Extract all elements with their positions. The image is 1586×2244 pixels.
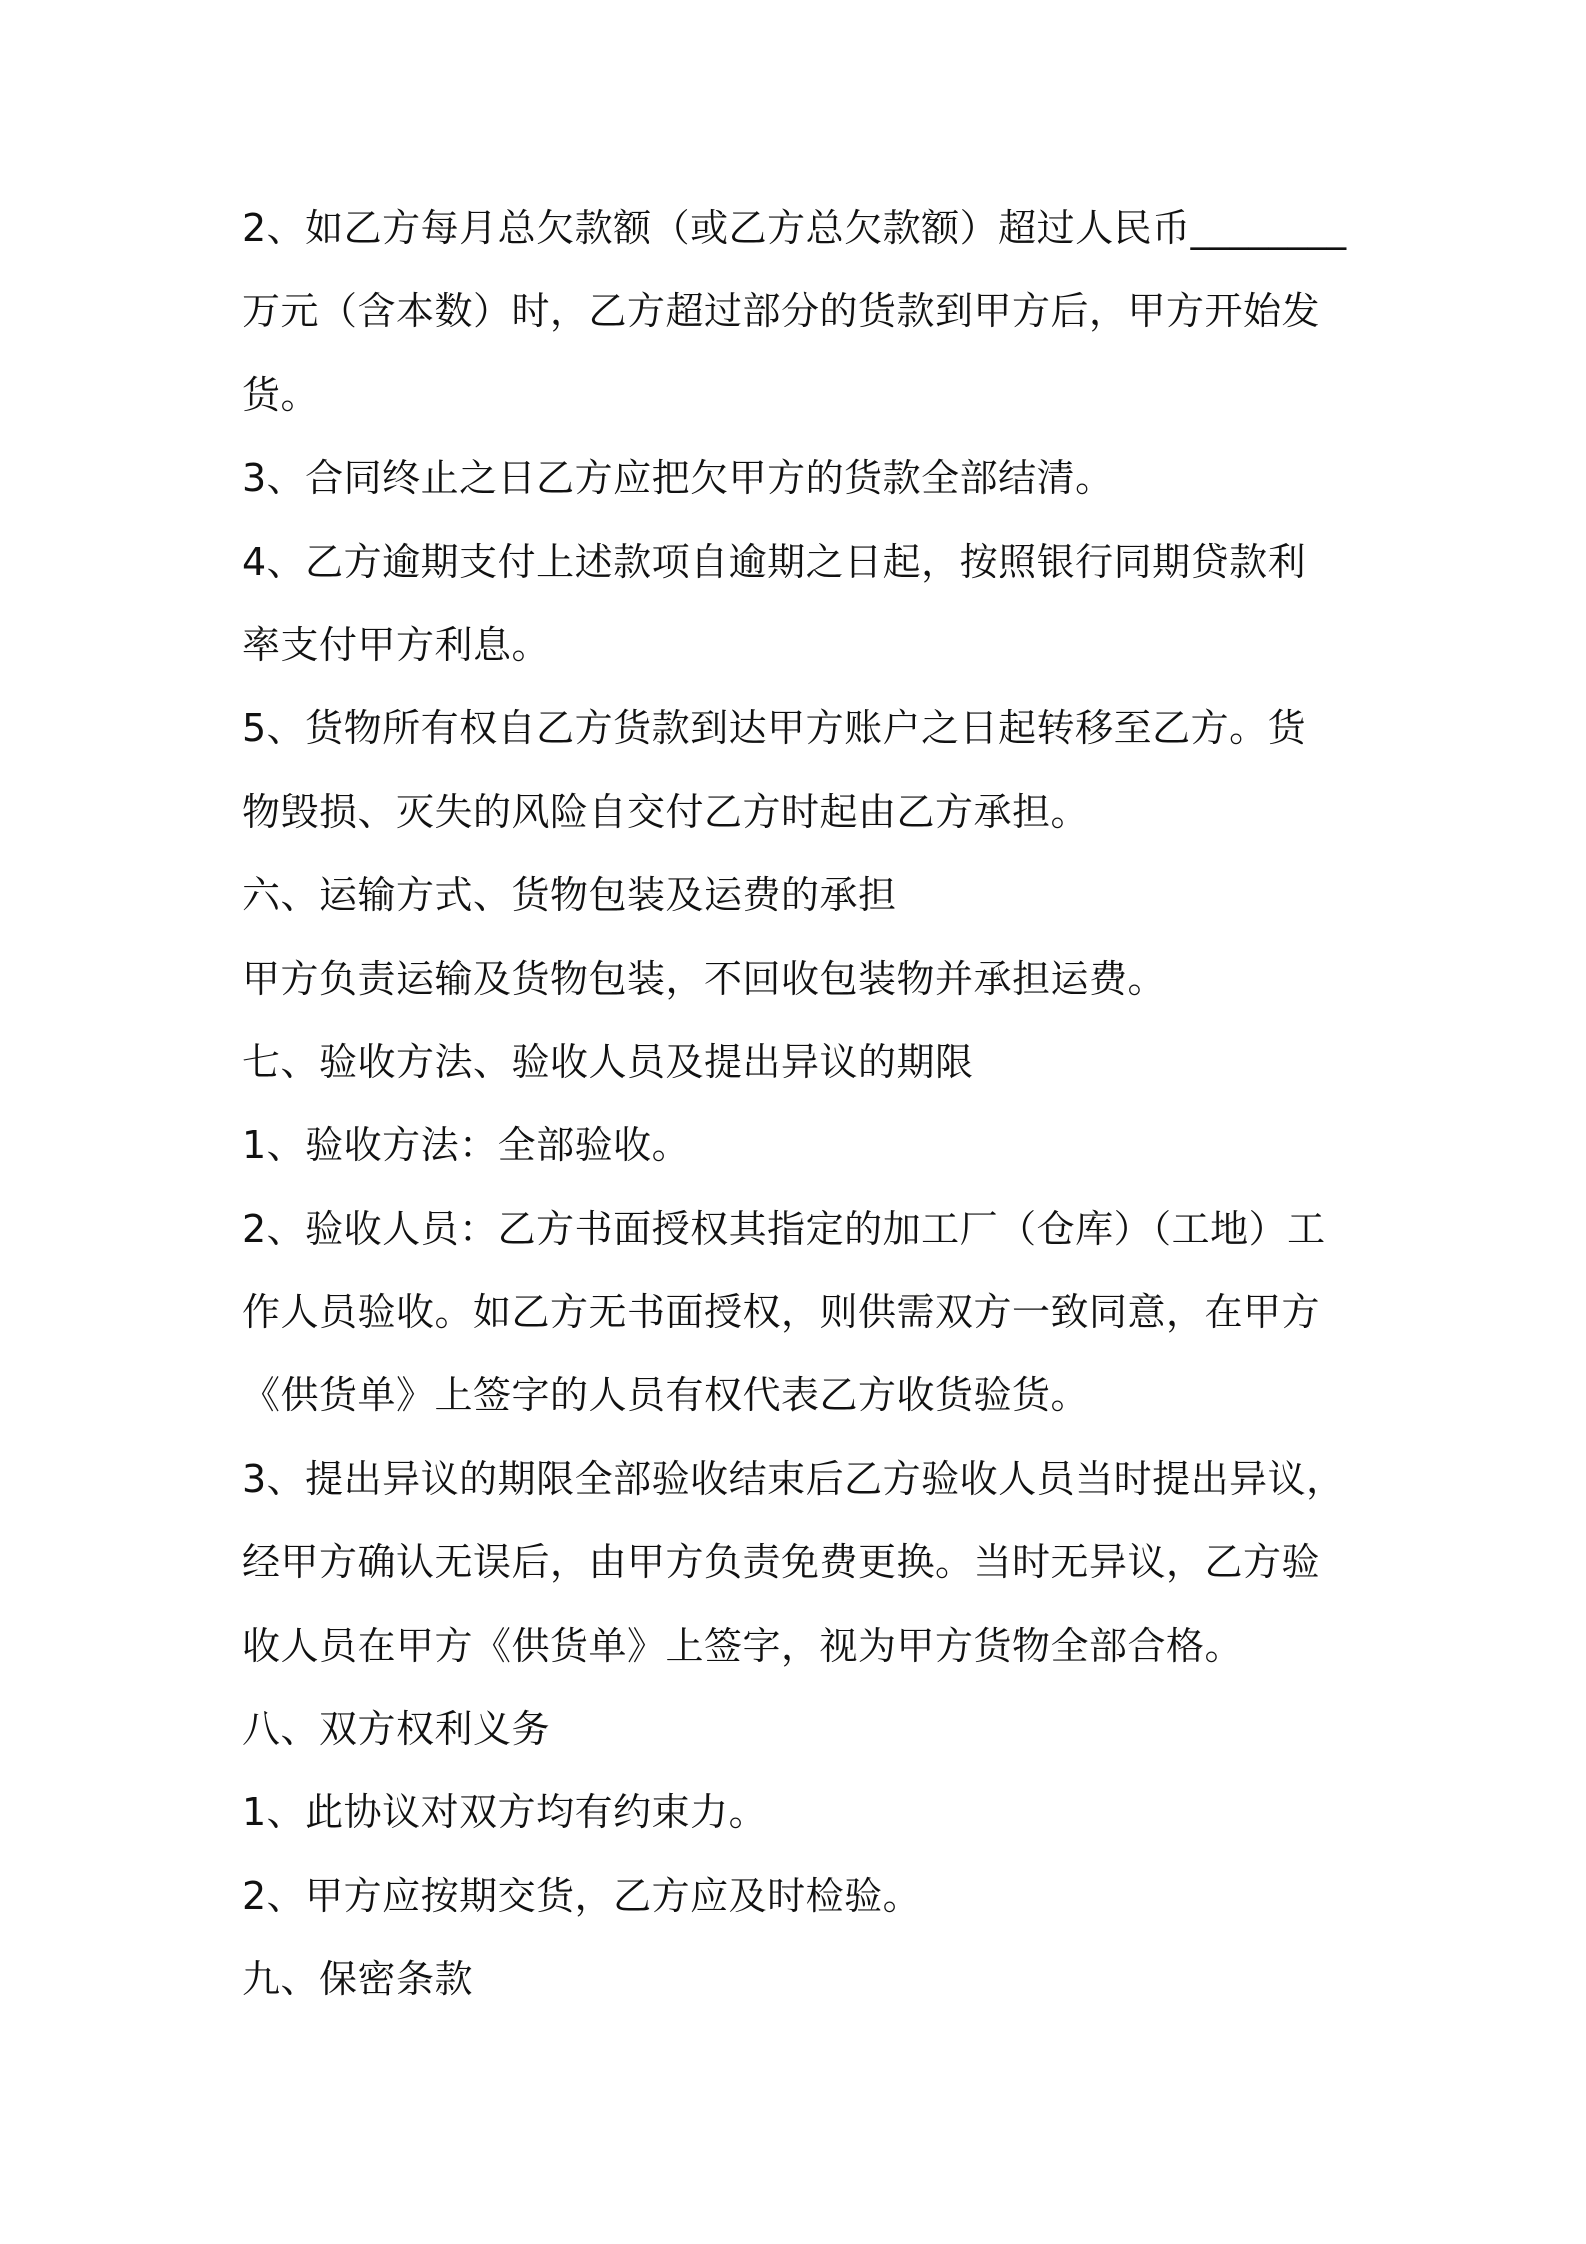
section-heading: 八、双方权利义务 [242,1707,551,1752]
text-line: 5、货物所有权自乙方货款到达甲方账户之日起转移至乙方。货 [242,706,1307,751]
text-line: 《供货单》上签字的人员有权代表乙方收货验货。 [242,1373,1090,1418]
text-line: 2、如乙方每月总欠款额（或乙方总欠款额）超过人民币________ [242,206,1347,250]
text-line: 货。 [242,372,320,417]
section-heading: 九、保密条款 [242,1957,474,2002]
text-line: 3、合同终止之日乙方应把欠甲方的货款全部结清。 [242,456,1114,501]
section-heading: 七、验收方法、验收人员及提出异议的期限 [242,1039,974,1084]
text-line: 收人员在甲方《供货单》上签字，视为甲方货物全部合格。 [242,1623,1244,1668]
text-line: 2、甲方应按期交货，乙方应及时检验。 [242,1873,922,1918]
text-line: 万元（含本数）时，乙方超过部分的货款到甲方后，甲方开始发 [242,289,1321,334]
text-line: 率支付甲方利息。 [242,622,551,667]
text-line: 物毁损、灭失的风险自交付乙方时起由乙方承担。 [242,789,1090,834]
text-line: 作人员验收。如乙方无书面授权，则供需双方一致同意，在甲方 [242,1290,1321,1335]
text-line: 2、验收人员：乙方书面授权其指定的加工厂（仓库）（工地）工 [242,1206,1326,1251]
text-line: 1、此协议对双方均有约束力。 [242,1790,768,1835]
contract-text [242,200,1372,2035]
text-line: 1、验收方法：全部验收。 [242,1123,691,1168]
text-line: 3、提出异议的期限全部验收结束后乙方验收人员当时提出异议， [242,1456,1345,1501]
text-line: 甲方负责运输及货物包装，不回收包装物并承担运费。 [242,956,1167,1001]
section-heading: 六、运输方式、货物包装及运费的承担 [242,873,897,918]
text-line: 经甲方确认无误后，由甲方负责免费更换。当时无异议，乙方验 [242,1540,1321,1585]
text-line: 4、乙方逾期支付上述款项自逾期之日起，按照银行同期贷款利 [242,539,1307,584]
